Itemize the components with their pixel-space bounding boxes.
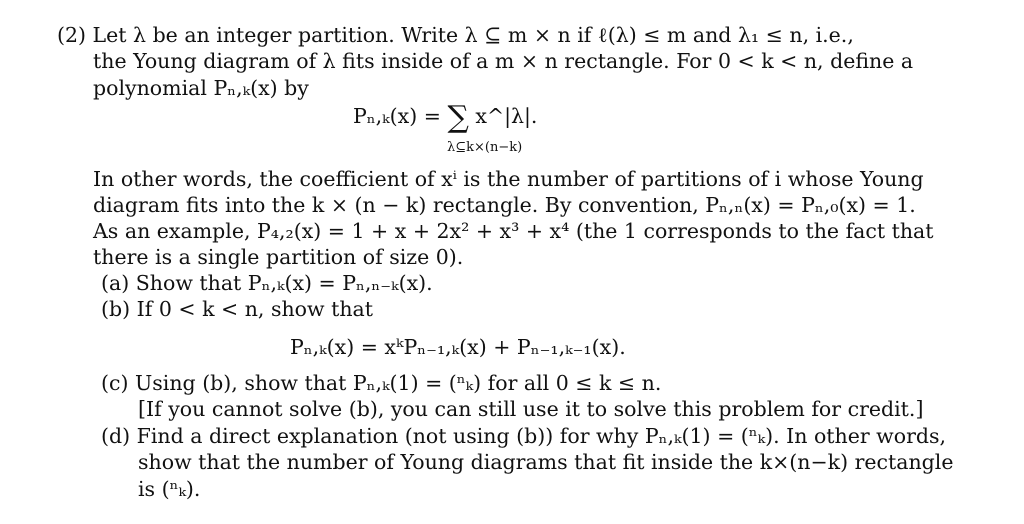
problem-line-1: (2) Let λ be an integer partition. Write λ ⊆ m × n if ℓ(λ) ≤ m and λ₁ ≤ n, i.e., — [57, 23, 854, 47]
eq1-term: x^|λ|. — [475, 104, 538, 128]
problem-line-5: diagram fits into the k × (n − k) rectangle. By convention, Pₙ,ₙ(x) = Pₙ,₀(x) = 1. — [93, 193, 916, 217]
part-d-line-3: is (ⁿₖ). — [138, 477, 201, 501]
part-d-line-1: (d) Find a direct explanation (not using (b)) for why Pₙ,ₖ(1) = (ⁿₖ). In other words, — [101, 424, 947, 448]
part-a: (a) Show that Pₙ,ₖ(x) = Pₙ,ₙ₋ₖ(x). — [101, 271, 433, 295]
display-equation-1 — [353, 100, 538, 135]
problem-line-6: As an example, P₄,₂(x) = 1 + x + 2x² + x³ + x⁴ (the 1 corresponds to the fact that — [93, 219, 934, 243]
problem-line-7: there is a single partition of size 0). — [93, 245, 464, 269]
display-equation-2: Pₙ,ₖ(x) = xᵏPₙ₋₁,ₖ(x) + Pₙ₋₁,ₖ₋₁(x). — [290, 335, 626, 359]
summation-subscript: λ⊆k×(n−k) — [447, 140, 523, 155]
summation-symbol: ∑ — [447, 100, 469, 135]
part-d-line-2: show that the number of Young diagrams that fit inside the k×(n−k) rectangle — [138, 450, 954, 474]
eq1-lhs: Pₙ,ₖ(x) = — [353, 104, 448, 128]
part-c: (c) Using (b), show that Pₙ,ₖ(1) = (ⁿₖ) for all 0 ≤ k ≤ n. — [101, 371, 662, 395]
problem-line-2: the Young diagram of λ fits inside of a m × n rectangle. For 0 < k < n, define a — [93, 49, 914, 73]
problem-line-4: In other words, the coefficient of xⁱ is the number of partitions of i whose Young — [93, 167, 924, 191]
problem-line-3: polynomial Pₙ,ₖ(x) by — [93, 76, 309, 100]
part-b: (b) If 0 < k < n, show that — [101, 297, 373, 321]
part-c-note: [If you cannot solve (b), you can still use it to solve this problem for credit.] — [138, 397, 924, 421]
